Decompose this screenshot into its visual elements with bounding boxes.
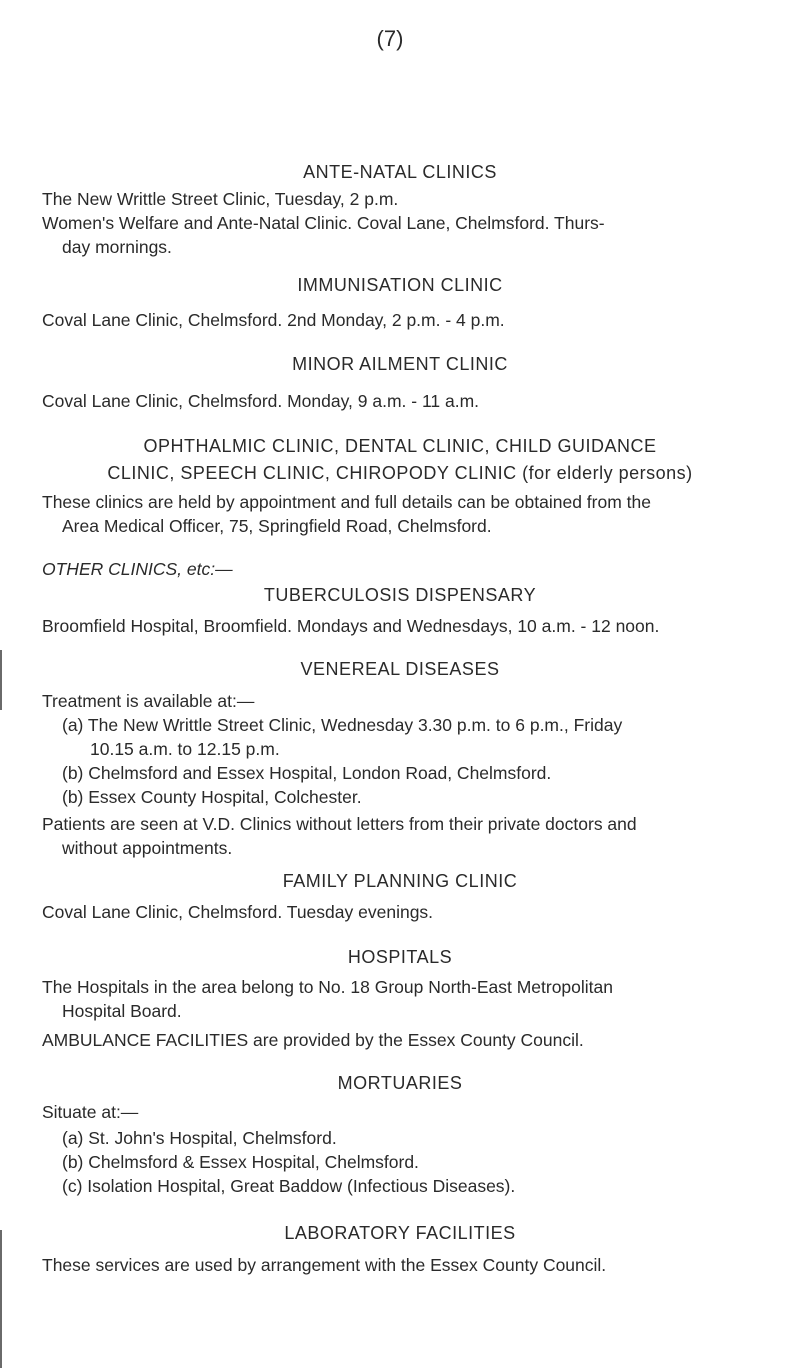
heading-other-clinics: OTHER CLINICS, etc:— [42, 559, 233, 579]
list-item: (a) The New Writtle Street Clinic, Wednesday 3.30 p.m. to 6 p.m., Friday [62, 715, 623, 735]
heading-ophthalmic-dental-clinics: CLINIC, SPEECH CLINIC, CHIROPODY CLINIC (for elderly persons) [107, 463, 693, 483]
text-line: Situate at:— [42, 1102, 139, 1122]
text-line: The Hospitals in the area belong to No. 18 Group North-East Metropolitan [42, 977, 614, 997]
text-line: day mornings. [62, 237, 172, 257]
text-line: Coval Lane Clinic, Chelmsford. 2nd Monday, 2 p.m. - 4 p.m. [42, 310, 505, 330]
heading-laboratory-facilities: LABORATORY FACILITIES [284, 1223, 516, 1243]
text-line: Coval Lane Clinic, Chelmsford. Tuesday evenings. [42, 902, 434, 922]
scan-edge-mark [0, 1230, 2, 1368]
text-line: Patients are seen at V.D. Clinics without letters from their private doctors and [42, 814, 637, 834]
text-line: These clinics are held by appointment and full details can be obtained from the [42, 492, 651, 512]
list-item: (c) Isolation Hospital, Great Baddow (Infectious Diseases). [62, 1176, 516, 1196]
heading-antenatal-clinics: ANTE-NATAL CLINICS [303, 162, 497, 182]
heading-immunisation-clinic: IMMUNISATION CLINIC [297, 275, 503, 295]
text-line: Hospital Board. [62, 1001, 182, 1021]
heading-hospitals: HOSPITALS [347, 947, 453, 967]
list-item: (a) St. John's Hospital, Chelmsford. [62, 1128, 337, 1148]
heading-tuberculosis-dispensary: TUBERCULOSIS DISPENSARY [263, 585, 537, 605]
page-number: (7) [376, 26, 404, 51]
text-line: These services are used by arrangement with the Essex County Council. [42, 1255, 607, 1275]
heading-minor-ailment-clinic: MINOR AILMENT CLINIC [292, 354, 508, 374]
text-line: Coval Lane Clinic, Chelmsford. Monday, 9 a.m. - 11 a.m. [42, 391, 480, 411]
text-line: AMBULANCE FACILITIES are provided by the Essex County Council. [42, 1030, 584, 1050]
heading-venereal-diseases: VENEREAL DISEASES [300, 659, 500, 679]
list-item: (b) Essex County Hospital, Colchester. [62, 787, 362, 807]
list-item: (b) Chelmsford & Essex Hospital, Chelmsford. [62, 1152, 419, 1172]
text-line: without appointments. [62, 838, 233, 858]
text-line: Treatment is available at:— [42, 691, 255, 711]
list-item: (b) Chelmsford and Essex Hospital, London Road, Chelmsford. [62, 763, 552, 783]
heading-mortuaries: MORTUARIES [337, 1073, 463, 1093]
text-line: Broomfield Hospital, Broomfield. Mondays and Wednesdays, 10 a.m. - 12 noon. [42, 616, 660, 636]
heading-ophthalmic-dental-clinics: OPHTHALMIC CLINIC, DENTAL CLINIC, CHILD GUIDANCE [143, 436, 657, 456]
text-line: Women's Welfare and Ante-Natal Clinic. Coval Lane, Chelmsford. Thurs- [42, 213, 605, 233]
text-line: Area Medical Officer, 75, Springfield Road, Chelmsford. [62, 516, 492, 536]
heading-family-planning-clinic: FAMILY PLANNING CLINIC [282, 871, 518, 891]
list-item: 10.15 a.m. to 12.15 p.m. [90, 739, 280, 759]
text-line: The New Writtle Street Clinic, Tuesday, 2 p.m. [42, 189, 399, 209]
